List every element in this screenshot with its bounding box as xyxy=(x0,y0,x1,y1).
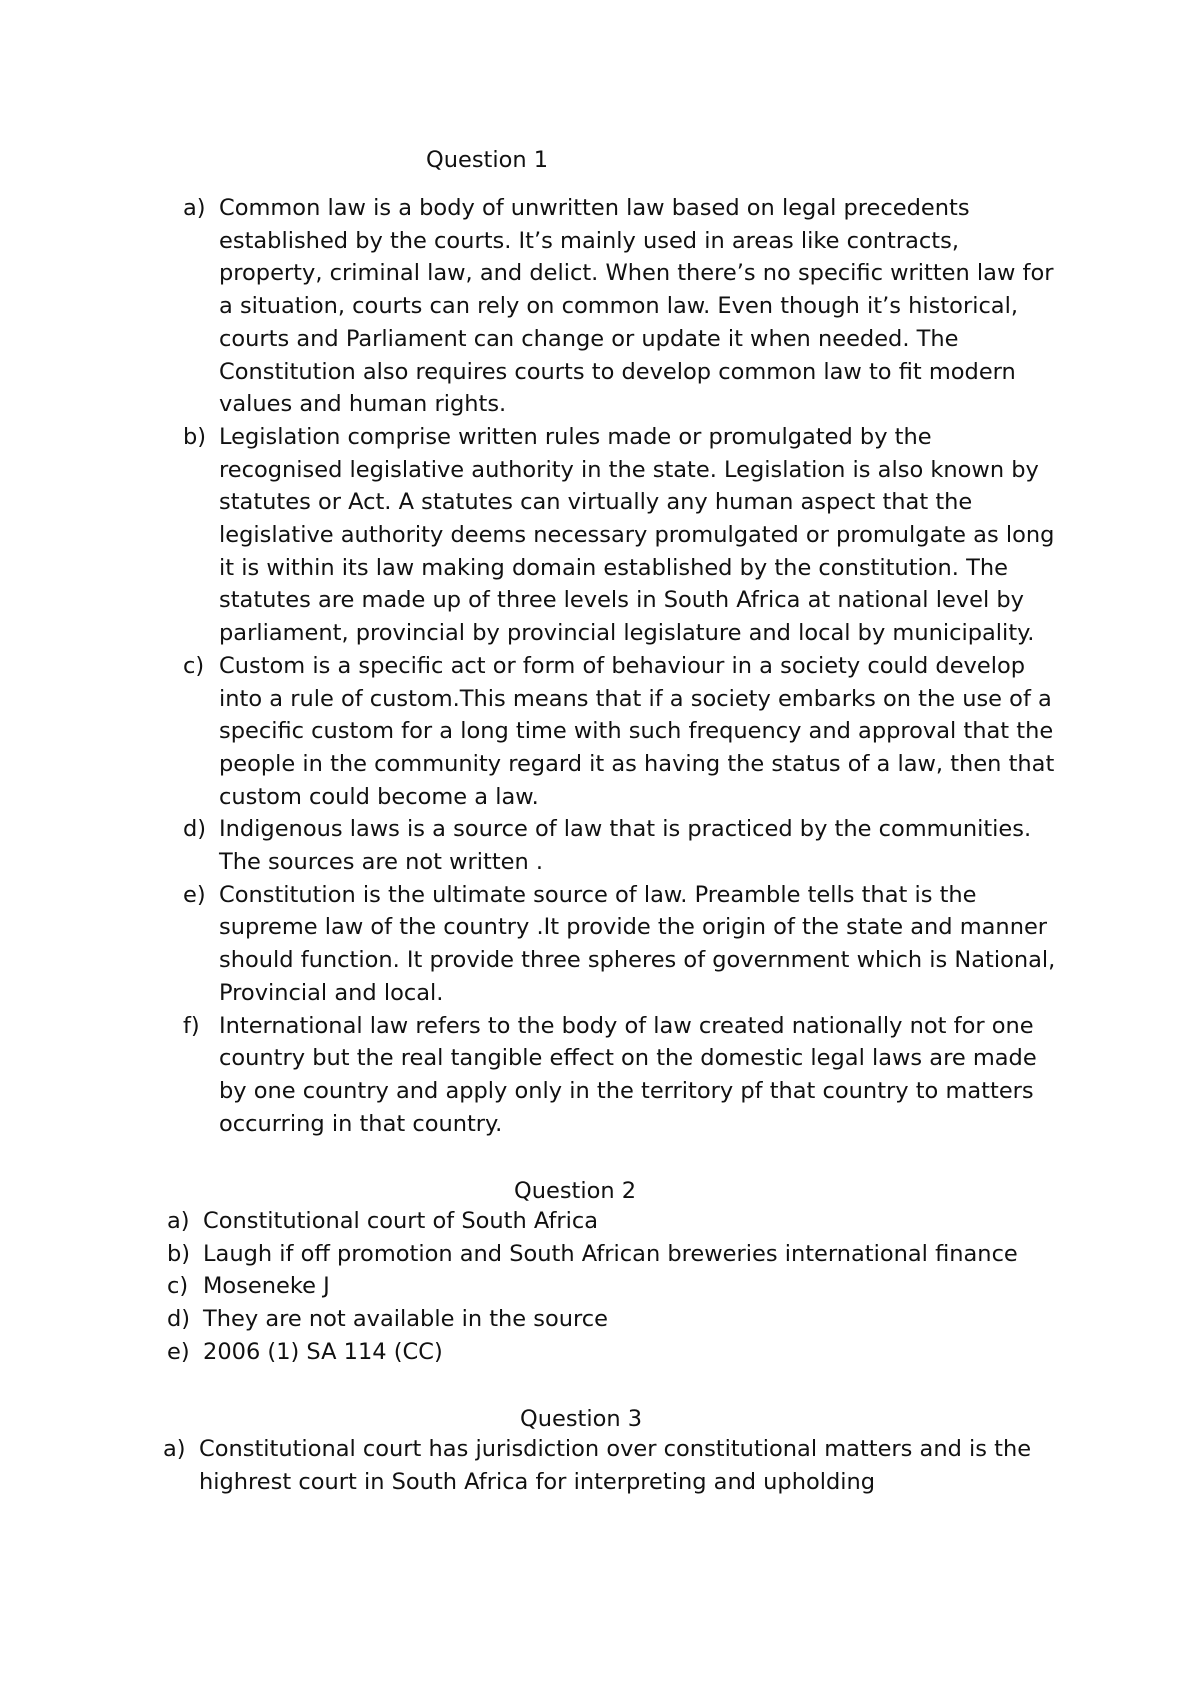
answer-1e xyxy=(183,879,1059,1010)
answer-1f xyxy=(183,1010,1059,1141)
answer-1b xyxy=(183,421,1059,650)
answer-marker: c) xyxy=(183,652,205,679)
answer-1a xyxy=(183,192,1059,421)
answer-marker: f) xyxy=(183,1012,200,1039)
question-2-answers xyxy=(167,1205,1033,1369)
answer-text: Legislation comprise written rules made or promulgated by the recognised legislative authority in the state. Legislation is also known by statutes or Act. A statutes can virtually any human aspect that the legislative authority deems necessary promulgated or promulgate as long it is within its law making domain established by the constitution. The statutes are made up of three levels in South Africa at national level by parliament, provincial by provincial legislature and local by municipality. xyxy=(219,423,1055,647)
answer-text: Common law is a body of unwritten law based on legal precedents established by the courts. It’s mainly used in areas like contracts, property, criminal law, and delict. When there’s no specific written law for a situation, courts can rely on common law. Even though it’s historical, courts and Parliament can change or update it when needed. The Constitution also requires courts to develop common law to fit modern values and human rights. xyxy=(219,195,1054,418)
answer-marker: b) xyxy=(167,1240,191,1267)
answer-text: 2006 (1) SA 114 (CC) xyxy=(203,1338,443,1365)
answer-text: Moseneke J xyxy=(203,1273,330,1300)
answer-marker: a) xyxy=(163,1436,186,1462)
answer-marker: e) xyxy=(167,1338,190,1365)
answer-text: They are not available in the source xyxy=(203,1306,609,1333)
answer-marker: e) xyxy=(183,881,206,908)
answer-marker: d) xyxy=(183,816,207,843)
question-3-answers xyxy=(163,1433,1059,1498)
question-1-title: Question 1 xyxy=(426,147,549,173)
question-1-answers xyxy=(183,192,1059,1140)
answer-text: International law refers to the body of law created nationally not for one country but the real tangible effect on the domestic legal laws are made by one country and apply only in the territory pf that country to matters occurring in that country. xyxy=(219,1012,1037,1137)
answer-1d xyxy=(183,813,1059,878)
question-2-title: Question 2 xyxy=(514,1178,637,1204)
answer-3a xyxy=(163,1433,1059,1498)
question-3-title: Question 3 xyxy=(520,1406,643,1432)
answer-2b xyxy=(167,1238,1033,1271)
answer-text: Indigenous laws is a source of law that is practiced by the communities. The sources are not written . xyxy=(219,816,1032,876)
answer-marker: c) xyxy=(167,1273,189,1300)
answer-2e xyxy=(167,1336,1033,1369)
answer-1c xyxy=(183,650,1059,814)
answer-2d xyxy=(167,1303,1033,1336)
answer-text: Constitutional court has jurisdiction over constitutional matters and is the highrest court in South Africa for interpreting and upholding xyxy=(199,1436,1032,1495)
answer-marker: d) xyxy=(167,1306,191,1333)
answer-2c xyxy=(167,1270,1033,1303)
answer-marker: a) xyxy=(183,195,206,221)
answer-text: Laugh if off promotion and South African breweries international finance xyxy=(203,1240,1018,1267)
answer-2a xyxy=(167,1205,1033,1238)
answer-marker: a) xyxy=(167,1208,190,1234)
answer-text: Constitution is the ultimate source of law. Preamble tells that is the supreme law of the country .It provide the origin of the state and manner should function. It provide three spheres of government which is National, Provincial and local. xyxy=(219,881,1056,1006)
answer-text: Custom is a specific act or form of behaviour in a society could develop into a rule of custom.This means that if a society embarks on the use of a specific custom for a long time with such frequency and approval that the people in the community regard it as having the status of a law, then that custom could become a law. xyxy=(219,652,1055,810)
answer-text: Constitutional court of South Africa xyxy=(203,1208,599,1234)
answer-marker: b) xyxy=(183,423,207,450)
